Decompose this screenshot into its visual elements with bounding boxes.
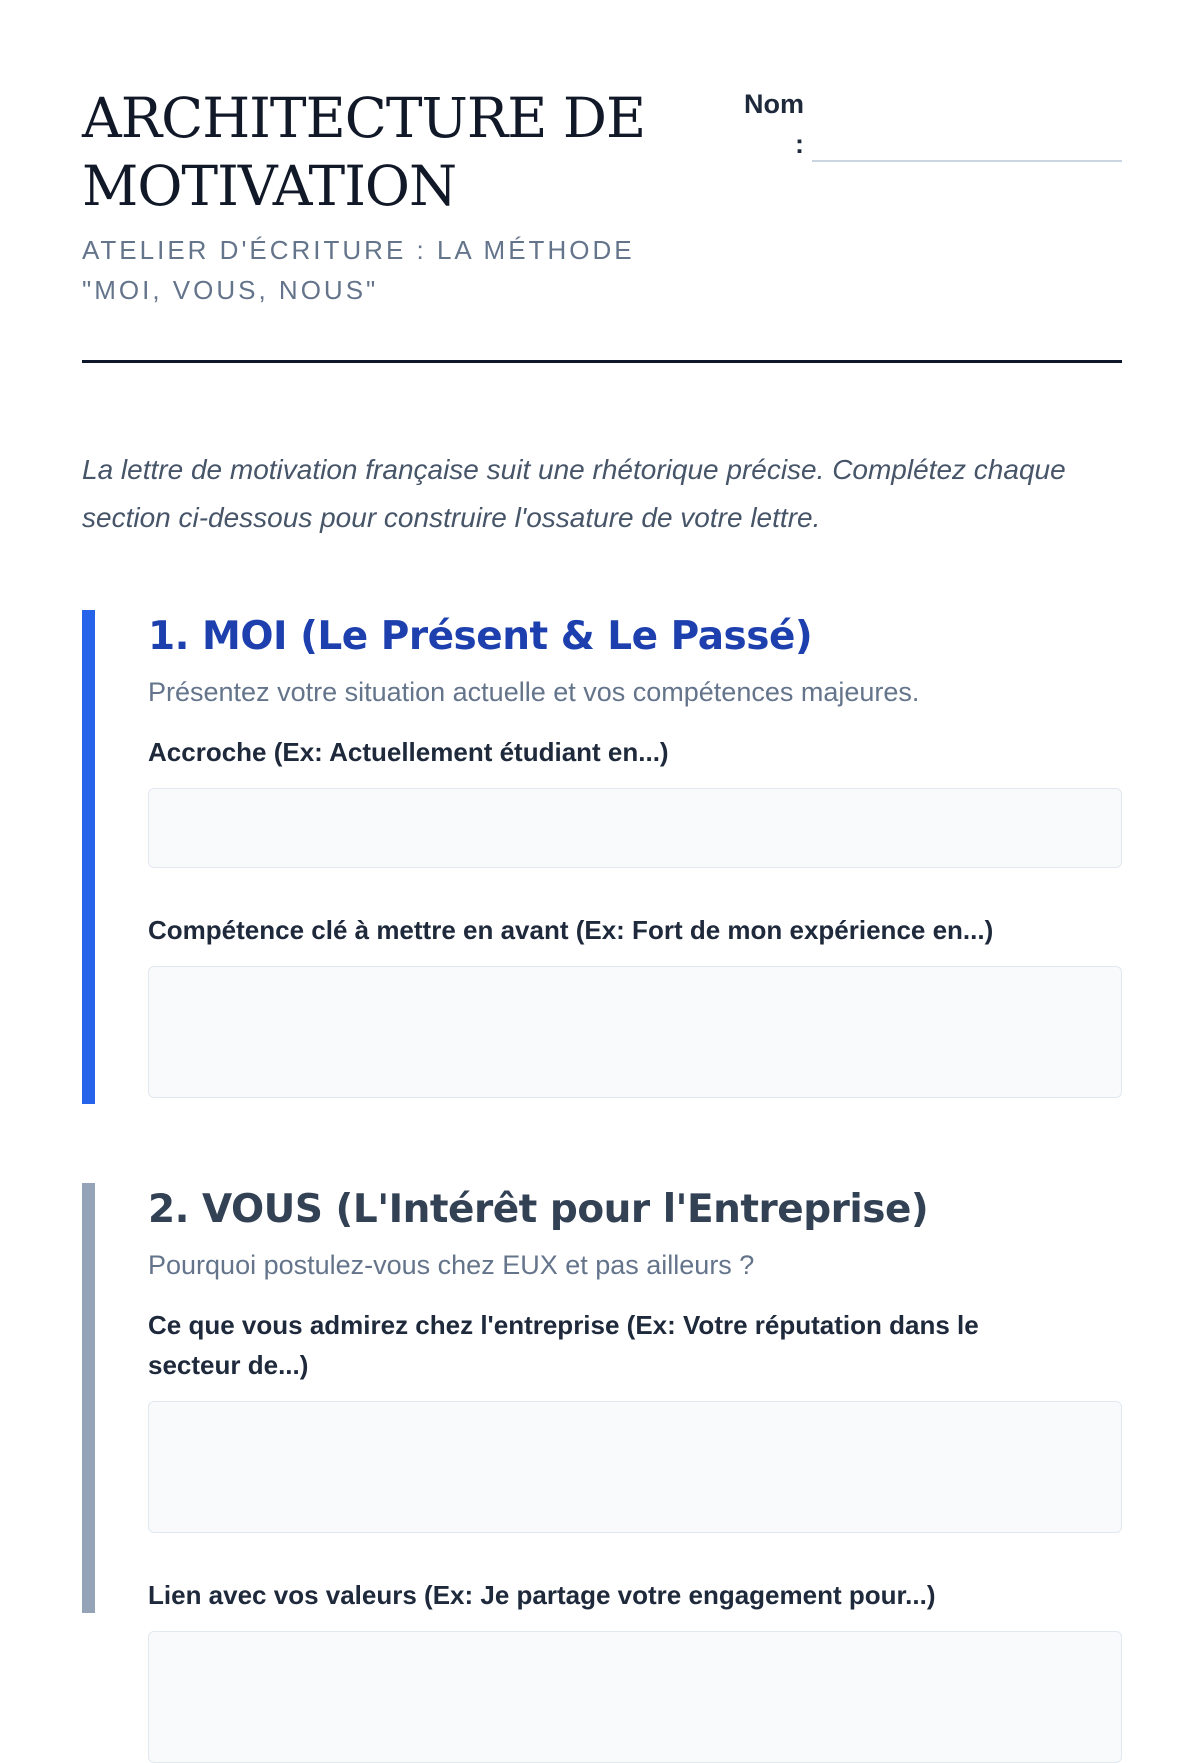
valeurs-label: Lien avec vos valeurs (Ex: Je partage votre engagement pour...) — [148, 1580, 936, 1610]
page-title: ARCHITECTURE DE MOTIVATION — [82, 86, 646, 218]
name-field-group — [738, 84, 1122, 164]
page-subtitle: ATELIER D'ÉCRITURE : LA MÉTHODE "MOI, VOUS, NOUS" — [82, 235, 635, 305]
header-divider — [82, 360, 1122, 363]
section-moi — [82, 610, 1122, 1104]
competence-label: Compétence clé à mettre en avant (Ex: Fort de mon expérience en...) — [148, 915, 994, 945]
competence-textarea[interactable] — [148, 966, 1122, 1098]
section-description: Présentez votre situation actuelle et vos compétences majeures. — [148, 677, 920, 707]
intro-text: La lettre de motivation française suit une rhétorique précise. Complétez chaque section ci-dessous pour construire l'ossature de votre lettre. — [82, 454, 1066, 533]
name-label: Nom : — [744, 89, 804, 159]
section-description: Pourquoi postulez-vous chez EUX et pas ailleurs ? — [148, 1250, 755, 1280]
name-input[interactable] — [812, 114, 1122, 162]
worksheet-page — [82, 0, 1122, 1610]
section-title: 1. MOI (Le Présent & Le Passé) — [148, 614, 813, 659]
page-header — [82, 0, 1122, 364]
admiration-label: Ce que vous admirez chez l'entreprise (Ex: Votre réputation dans le secteur de...) — [148, 1310, 979, 1380]
section-vous — [82, 1183, 1122, 1613]
accroche-label: Accroche (Ex: Actuellement étudiant en...) — [148, 737, 669, 767]
section-title: 2. VOUS (L'Intérêt pour l'Entreprise) — [148, 1187, 929, 1232]
admiration-textarea[interactable] — [148, 1401, 1122, 1533]
accroche-input[interactable] — [148, 788, 1122, 868]
valeurs-textarea[interactable] — [148, 1631, 1122, 1763]
